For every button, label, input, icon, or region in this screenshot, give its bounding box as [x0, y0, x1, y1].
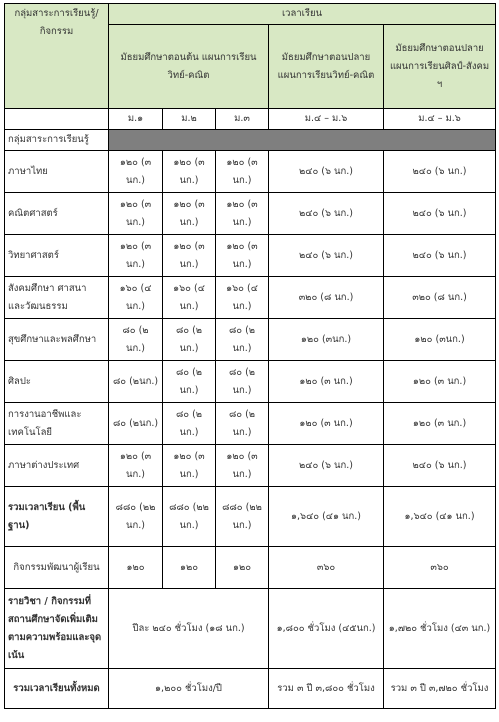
additional-sci: ๑,๘๐๐ ชั่วโมง (๔๕นก.) — [269, 589, 384, 669]
subject-name: ภาษาต่างประเทศ — [5, 445, 109, 487]
group-header: กลุ่มสาระการเรียนรู้/กิจกรรม — [5, 4, 109, 109]
hours-arts: ๓๒๐ (๘ นก.) — [384, 277, 496, 319]
hours-m1: ๑๒๐ (๓ นก.) — [109, 445, 163, 487]
grand-total-lower: ๑,๒๐๐ ชั่วโมง/ปี — [109, 669, 269, 709]
hours-arts: ๒๔๐ (๖ นก.) — [384, 235, 496, 277]
hours-sci: ๒๔๐ (๖ นก.) — [269, 193, 384, 235]
hours-m2: ๑๒๐ (๓ นก.) — [163, 151, 216, 193]
grade-m3: ม.๓ — [216, 109, 269, 130]
activities-label: กิจกรรมพัฒนาผู้เรียน — [5, 547, 109, 589]
hours-sci: ๑๒๐ (๓ นก.) — [269, 361, 384, 403]
basic-total-arts: ๑,๖๔๐ (๔๑ นก.) — [384, 487, 496, 547]
section-grey-bar — [109, 130, 496, 151]
subject-name: สุขศึกษาและพลศึกษา — [5, 319, 109, 361]
hours-m3: ๑๒๐ (๓ นก.) — [216, 193, 269, 235]
grand-total-row — [5, 669, 496, 709]
hours-m2: ๑๒๐ (๓ นก.) — [163, 235, 216, 277]
table-row — [5, 235, 496, 277]
basic-total-m1: ๘๘๐ (๒๒ นก.) — [109, 487, 163, 547]
subject-name: การงานอาชีพและเทคโนโลยี — [5, 403, 109, 445]
hours-m3: ๑๒๐ (๓ นก.) — [216, 445, 269, 487]
hours-m2: ๑๒๐ (๓ นก.) — [163, 193, 216, 235]
hours-m1: ๑๒๐ (๓ นก.) — [109, 151, 163, 193]
time-header: เวลาเรียน — [109, 4, 496, 25]
hours-arts: ๒๔๐ (๖ นก.) — [384, 445, 496, 487]
hours-m2: ๘๐ (๒ นก.) — [163, 361, 216, 403]
hours-m2: ๘๐ (๒ นก.) — [163, 319, 216, 361]
activities-m1: ๑๒๐ — [109, 547, 163, 589]
basic-total-row — [5, 487, 496, 547]
hours-m1: ๘๐ (๒นก.) — [109, 403, 163, 445]
hours-m1: ๑๒๐ (๓ นก.) — [109, 235, 163, 277]
section-label: กลุ่มสาระการเรียนรู้ — [5, 130, 109, 151]
hours-m3: ๑๒๐ (๓ นก.) — [216, 235, 269, 277]
subject-name: สังคมศึกษา ศาสนา และวัฒนธรรม — [5, 277, 109, 319]
lower-secondary-header: มัธยมศึกษาตอนต้น แผนการเรียนวิทย์-คณิต — [109, 25, 269, 109]
activities-m2: ๑๒๐ — [163, 547, 216, 589]
table-row — [5, 403, 496, 445]
hours-arts: ๑๒๐ (๓นก.) — [384, 319, 496, 361]
basic-total-m2: ๘๘๐ (๒๒ นก.) — [163, 487, 216, 547]
hours-sci: ๑๒๐ (๓นก.) — [269, 319, 384, 361]
hours-arts: ๑๒๐ (๓ นก.) — [384, 403, 496, 445]
basic-total-m3: ๘๘๐ (๒๒ นก.) — [216, 487, 269, 547]
hours-sci: ๒๔๐ (๖ นก.) — [269, 235, 384, 277]
upper-sci-header: มัธยมศึกษาตอนปลาย แผนการเรียนวิทย์-คณิต — [269, 25, 384, 109]
curriculum-time-table — [4, 3, 496, 709]
grade-m4-6-sci: ม.๔ – ม.๖ — [269, 109, 384, 130]
activities-sci: ๓๖๐ — [269, 547, 384, 589]
subject-name: ภาษาไทย — [5, 151, 109, 193]
hours-m3: ๘๐ (๒ นก.) — [216, 319, 269, 361]
additional-label: รายวิชา / กิจกรรมที่สถานศึกษาจัดเพิ่มเติมตามความพร้อมและจุดเน้น — [5, 589, 109, 669]
hours-m1: ๘๐ (๒นก.) — [109, 361, 163, 403]
table-row — [5, 151, 496, 193]
hours-m2: ๑๒๐ (๓ นก.) — [163, 445, 216, 487]
blank-cell — [5, 109, 109, 130]
hours-sci: ๑๒๐ (๓ นก.) — [269, 403, 384, 445]
additional-arts: ๑,๗๒๐ ชั่วโมง (๔๓ นก.) — [384, 589, 496, 669]
subject-name: วิทยาศาสตร์ — [5, 235, 109, 277]
basic-total-label: รวมเวลาเรียน (พื้นฐาน) — [5, 487, 109, 547]
activities-row — [5, 547, 496, 589]
upper-arts-header: มัธยมศึกษาตอนปลาย แผนการเรียนศิลป์-สังคม ฯ — [384, 25, 496, 109]
additional-row — [5, 589, 496, 669]
hours-sci: ๒๔๐ (๖ นก.) — [269, 445, 384, 487]
activities-m3: ๑๒๐ — [216, 547, 269, 589]
hours-m1: ๘๐ (๒ นก.) — [109, 319, 163, 361]
subject-name: ศิลปะ — [5, 361, 109, 403]
hours-sci: ๒๔๐ (๖ นก.) — [269, 151, 384, 193]
hours-m2: ๘๐ (๒ นก.) — [163, 403, 216, 445]
hours-arts: ๒๔๐ (๖ นก.) — [384, 193, 496, 235]
table-row — [5, 319, 496, 361]
subject-name: คณิตศาสตร์ — [5, 193, 109, 235]
hours-m1: ๑๖๐ (๔ นก.) — [109, 277, 163, 319]
grade-m1: ม.๑ — [109, 109, 163, 130]
grade-m4-6-arts: ม.๔ – ม.๖ — [384, 109, 496, 130]
grade-m2: ม.๒ — [163, 109, 216, 130]
table-row — [5, 445, 496, 487]
curriculum-table-wrapper — [4, 3, 496, 709]
grand-total-arts: รวม ๓ ปี ๓,๗๒๐ ชั่วโมง — [384, 669, 496, 709]
hours-m3: ๘๐ (๒ นก.) — [216, 361, 269, 403]
table-row — [5, 193, 496, 235]
hours-m3: ๘๐ (๒ นก.) — [216, 403, 269, 445]
hours-arts: ๑๒๐ (๓ นก.) — [384, 361, 496, 403]
hours-m3: ๑๒๐ (๓ นก.) — [216, 151, 269, 193]
table-row — [5, 361, 496, 403]
activities-arts: ๓๖๐ — [384, 547, 496, 589]
grand-total-sci: รวม ๓ ปี ๓,๘๐๐ ชั่วโมง — [269, 669, 384, 709]
hours-m2: ๑๖๐ (๔ นก.) — [163, 277, 216, 319]
hours-arts: ๒๔๐ (๖ นก.) — [384, 151, 496, 193]
table-row — [5, 277, 496, 319]
hours-m1: ๑๒๐ (๓ นก.) — [109, 193, 163, 235]
basic-total-sci: ๑,๖๔๐ (๔๑ นก.) — [269, 487, 384, 547]
grand-total-label: รวมเวลาเรียนทั้งหมด — [5, 669, 109, 709]
hours-m3: ๑๖๐ (๔ นก.) — [216, 277, 269, 319]
hours-sci: ๓๒๐ (๘ นก.) — [269, 277, 384, 319]
additional-lower: ปีละ ๒๔๐ ชั่วโมง (๑๘ นก.) — [109, 589, 269, 669]
